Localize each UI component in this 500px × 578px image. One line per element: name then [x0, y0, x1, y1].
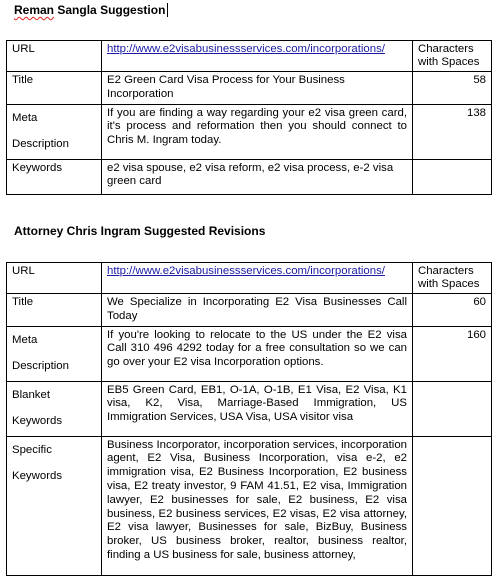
text-cursor — [167, 3, 168, 17]
table-row — [7, 41, 492, 72]
meta-count: 138 — [413, 104, 492, 159]
blanket-value: EB5 Green Card, EB1, O-1A, O-1B, E1 Visa, E2 Visa, K1 visa, K2, Visa, Marriage-Based Immigration, US Immigration Services, USA Visa, USA visitor visa — [102, 381, 413, 436]
meta-value: If you are finding a way regarding your e2 visa green card, it's process and reformation then you should connect to Chris M. Ingram today. — [102, 104, 413, 159]
keywords-value: e2 visa spouse, e2 visa reform, e2 visa process, e-2 visa green card — [102, 159, 413, 194]
title-value: We Specialize in Incorporating E2 Visa Businesses Call Today — [102, 294, 413, 327]
title-count: 58 — [413, 72, 492, 105]
table-row — [7, 72, 492, 105]
url-link[interactable]: http://www.e2visabusinessservices.com/incorporations/ — [107, 43, 385, 55]
title-count: 60 — [413, 294, 492, 327]
url-cell — [102, 263, 413, 294]
table-row — [7, 436, 492, 575]
blanket-count — [413, 381, 492, 436]
table-row — [7, 104, 492, 159]
table-row — [7, 263, 492, 294]
count-header: Characters with Spaces — [413, 263, 492, 294]
blanket-label: Blanket Keywords — [7, 381, 102, 436]
url-label: URL — [7, 263, 102, 294]
heading-name-last: Sangla — [57, 3, 97, 17]
specific-value: Business Incorporator, incorporation services, incorporation agent, E2 Visa, Business Incorporation, visa e-2, e2 immigration visa, E2 Business Incorporation, E2 business visa, E2 treaty investor, 9 FAM 41.51, E2 visa, Immigration lawyer, E2 businesses for sale, E2 business, E2 visa business, E2 business services, E2 visas, E2 visa attorney, E2 visa lawyer, Businesses for sale, BizBuy, Business broker, US business broker, realtor, business realtor, finding a US business for sale, business attorney, — [102, 436, 413, 575]
table-row — [7, 326, 492, 381]
keywords-label: Keywords — [7, 159, 102, 194]
title-label: Title — [7, 72, 102, 105]
url-cell — [102, 41, 413, 72]
url-label: URL — [7, 41, 102, 72]
table-row — [7, 159, 492, 194]
keywords-count — [413, 159, 492, 194]
url-link[interactable]: http://www.e2visabusinessservices.com/incorporations/ — [107, 265, 385, 277]
title-label: Title — [7, 294, 102, 327]
meta-count: 160 — [413, 326, 492, 381]
table-row — [7, 381, 492, 436]
meta-label: Meta Description — [7, 104, 102, 159]
revisions-table — [6, 262, 492, 576]
heading-name-first: Reman — [14, 3, 55, 17]
heading-suffix: Suggestion — [100, 3, 166, 17]
section1-heading — [14, 3, 168, 17]
meta-label: Meta Description — [7, 326, 102, 381]
specific-label: Specific Keywords — [7, 436, 102, 575]
count-header: Characters with Spaces — [413, 41, 492, 72]
section2-heading: Attorney Chris Ingram Suggested Revisions — [14, 224, 266, 238]
title-value: E2 Green Card Visa Process for Your Business Incorporation — [102, 72, 413, 105]
suggestion-table — [6, 40, 492, 195]
table-row — [7, 294, 492, 327]
specific-count — [413, 436, 492, 575]
meta-value: If you're looking to relocate to the US under the E2 visa Call 310 496 4292 today for a free consultation so we can go over your E2 visa Incorporation options. — [102, 326, 413, 381]
